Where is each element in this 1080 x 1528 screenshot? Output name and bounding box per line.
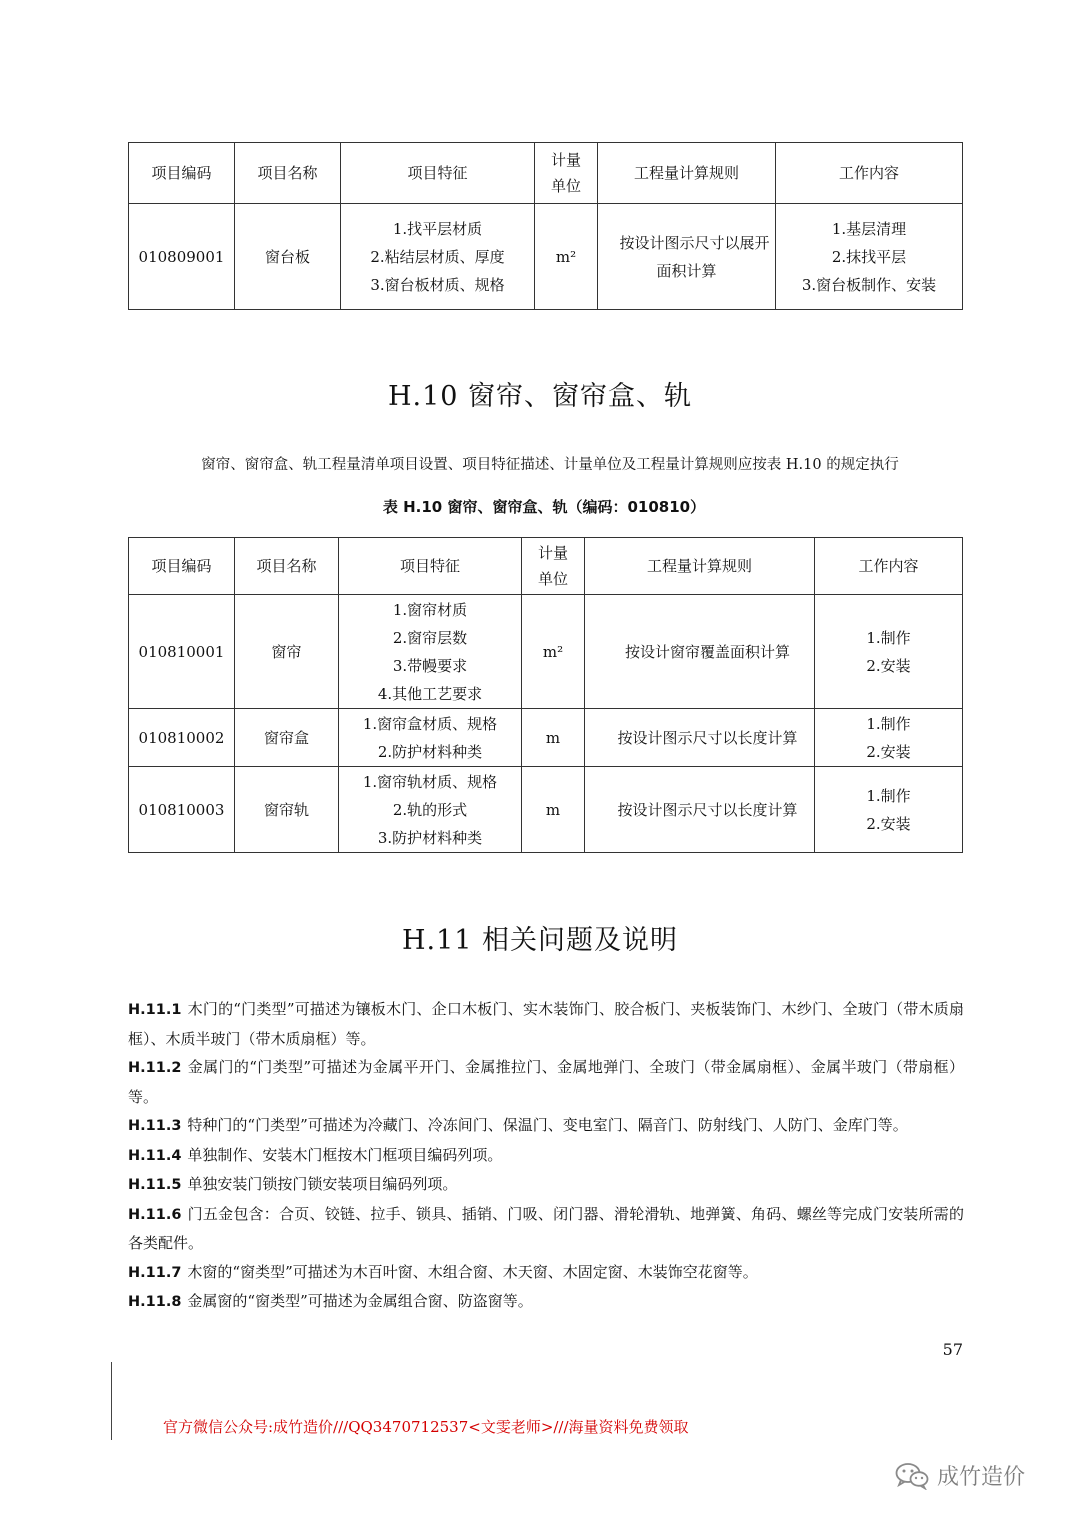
work-line: 1.制作 <box>866 714 911 733</box>
work-line: 2.安装 <box>866 656 911 675</box>
note-text: 单独安装门锁按门锁安装项目编码列项。 <box>187 1175 458 1193</box>
header-item-code: 项目编码 <box>129 143 235 204</box>
header-unit-line: 单位 <box>550 177 581 195</box>
spec-table-window-sill <box>128 142 963 310</box>
item-code: 010810002 <box>129 709 235 767</box>
feature-line: 3.防护材料种类 <box>377 828 483 847</box>
header-unit-line: 计量 <box>550 151 581 169</box>
item-code: 010809001 <box>129 204 235 310</box>
item-work-content <box>776 204 963 310</box>
note-label: H.11.3 <box>128 1118 182 1134</box>
feature-line: 1.窗帘盒材质、规格 <box>362 714 498 733</box>
note-text: 特种门的“门类型”可描述为冷藏门、冷冻间门、保温门、变电室门、隔音门、防射线门、人防门、金库门等。 <box>187 1116 908 1134</box>
table-row <box>129 767 963 853</box>
header-calc-rule: 工程量计算规则 <box>585 538 815 595</box>
note-text: 金属门的“门类型”可描述为金属平开门、金属推拉门、金属地弹门、全玻门（带金属扇框）、金属半玻门（带扇框）等。 <box>128 1058 964 1106</box>
note-item <box>128 1170 964 1200</box>
note-text: 木门的“门类型”可描述为镶板木门、企口木板门、实木装饰门、胶合板门、夹板装饰门、木纱门、全玻门（带木质扇框）、木质半玻门（带木质扇框）等。 <box>128 1000 964 1048</box>
header-unit-line: 单位 <box>537 570 568 588</box>
item-name: 窗帘 <box>235 595 339 709</box>
note-label: H.11.1 <box>128 1002 182 1018</box>
table-caption-h10: 表 H.10 窗帘、窗帘盒、轨（编码：010810） <box>382 498 706 516</box>
note-item <box>128 1200 964 1258</box>
note-text: 单独制作、安装木门框按木门框项目编码列项。 <box>187 1145 503 1164</box>
work-line: 3.窗台板制作、安装 <box>801 275 937 294</box>
work-line: 1.基层清理 <box>831 219 907 238</box>
work-line: 1.制作 <box>866 786 911 805</box>
section-intro-h10: 窗帘、窗帘盒、轨工程量清单项目设置、项目特征描述、计量单位及工程量计算规则应按表 H.10 的规定执行 <box>201 457 899 473</box>
item-code: 010810001 <box>129 595 235 709</box>
item-features <box>339 709 522 767</box>
item-work-content <box>815 767 963 853</box>
feature-line: 2.轨的形式 <box>392 800 468 819</box>
note-item <box>128 1053 964 1111</box>
spec-table-curtains <box>128 537 963 853</box>
header-work-content: 工作内容 <box>776 143 963 204</box>
notes-list <box>128 995 964 1317</box>
note-label: H.11.4 <box>128 1147 182 1164</box>
item-features <box>339 595 522 709</box>
item-features <box>341 204 535 310</box>
table-row <box>129 709 963 767</box>
note-label: H.11.6 <box>128 1206 182 1223</box>
wechat-icon <box>895 1462 929 1490</box>
page-number: 57 <box>942 1340 963 1359</box>
feature-line: 1.窗帘轨材质、规格 <box>362 772 498 791</box>
feature-line: 3.窗台板材质、规格 <box>370 275 505 294</box>
header-calc-rule: 工程量计算规则 <box>598 143 776 204</box>
header-work-content: 工作内容 <box>815 538 963 595</box>
margin-rule <box>111 1362 112 1440</box>
item-calc-rule: 按设计窗帘覆盖面积计算 <box>585 595 815 709</box>
feature-line: 1.找平层材质 <box>392 219 483 238</box>
header-unit-line: 计量 <box>537 544 568 562</box>
item-work-content <box>815 709 963 767</box>
note-item <box>128 1258 964 1288</box>
note-text: 金属窗的“窗类型”可描述为金属组合窗、防盗窗等。 <box>187 1292 533 1310</box>
note-text: 木窗的“窗类型”可描述为木百叶窗、木组合窗、木天窗、木固定窗、木装饰空花窗等。 <box>187 1262 758 1281</box>
table-row <box>129 595 963 709</box>
section-title-h10: H.10 窗帘、窗帘盒、轨 <box>387 381 693 412</box>
item-work-content <box>815 595 963 709</box>
header-item-name: 项目名称 <box>235 143 341 204</box>
item-unit: m² <box>535 204 598 310</box>
header-item-code: 项目编码 <box>129 538 235 595</box>
item-name: 窗台板 <box>235 204 341 310</box>
note-label: H.11.7 <box>128 1264 182 1281</box>
item-calc-rule: 按设计图示尺寸以长度计算 <box>585 709 815 767</box>
note-item <box>128 1141 964 1171</box>
work-line: 2.抹找平层 <box>831 247 907 266</box>
feature-line: 4.其他工艺要求 <box>377 684 483 703</box>
header-item-features: 项目特征 <box>339 538 522 595</box>
item-unit: m² <box>522 595 585 709</box>
table-header-row <box>129 143 963 204</box>
work-line: 1.制作 <box>866 628 911 647</box>
feature-line: 3.带幔要求 <box>392 656 468 675</box>
work-line: 2.安装 <box>866 814 911 833</box>
item-features <box>339 767 522 853</box>
watermark <box>895 1460 1025 1491</box>
feature-line: 2.粘结层材质、厚度 <box>370 247 505 266</box>
item-calc-rule: 按设计图示尺寸以展开面积计算 <box>598 204 776 310</box>
header-item-name: 项目名称 <box>235 538 339 595</box>
footer-promo-note: 官方微信公众号:成竹造价///QQ3470712537<文雯老师>///海量资料免费领取 <box>163 1418 689 1436</box>
item-calc-rule: 按设计图示尺寸以长度计算 <box>585 767 815 853</box>
header-item-features: 项目特征 <box>341 143 535 204</box>
note-label: H.11.5 <box>128 1177 182 1193</box>
note-item <box>128 1287 964 1317</box>
work-line: 2.安装 <box>866 742 911 761</box>
note-label: H.11.8 <box>128 1294 182 1310</box>
item-name: 窗帘盒 <box>235 709 339 767</box>
note-item <box>128 1111 964 1141</box>
header-unit <box>522 538 585 595</box>
feature-line: 2.窗帘层数 <box>392 628 468 647</box>
item-unit: m <box>522 709 585 767</box>
feature-line: 1.窗帘材质 <box>392 600 468 619</box>
item-code: 010810003 <box>129 767 235 853</box>
item-name: 窗帘轨 <box>235 767 339 853</box>
item-unit: m <box>522 767 585 853</box>
table-row <box>129 204 963 310</box>
note-text: 门五金包含：合页、铰链、拉手、锁具、插销、门吸、闭门器、滑轮滑轨、地弹簧、角码、螺丝等完成门安装所需的各类配件。 <box>128 1204 964 1252</box>
note-label: H.11.2 <box>128 1060 182 1076</box>
section-title-h11: H.11 相关问题及说明 <box>401 925 679 956</box>
feature-line: 2.防护材料种类 <box>377 742 483 761</box>
watermark-text: 成竹造价 <box>937 1465 1026 1490</box>
header-unit <box>535 143 598 204</box>
note-item <box>128 995 964 1053</box>
table-header-row <box>129 538 963 595</box>
